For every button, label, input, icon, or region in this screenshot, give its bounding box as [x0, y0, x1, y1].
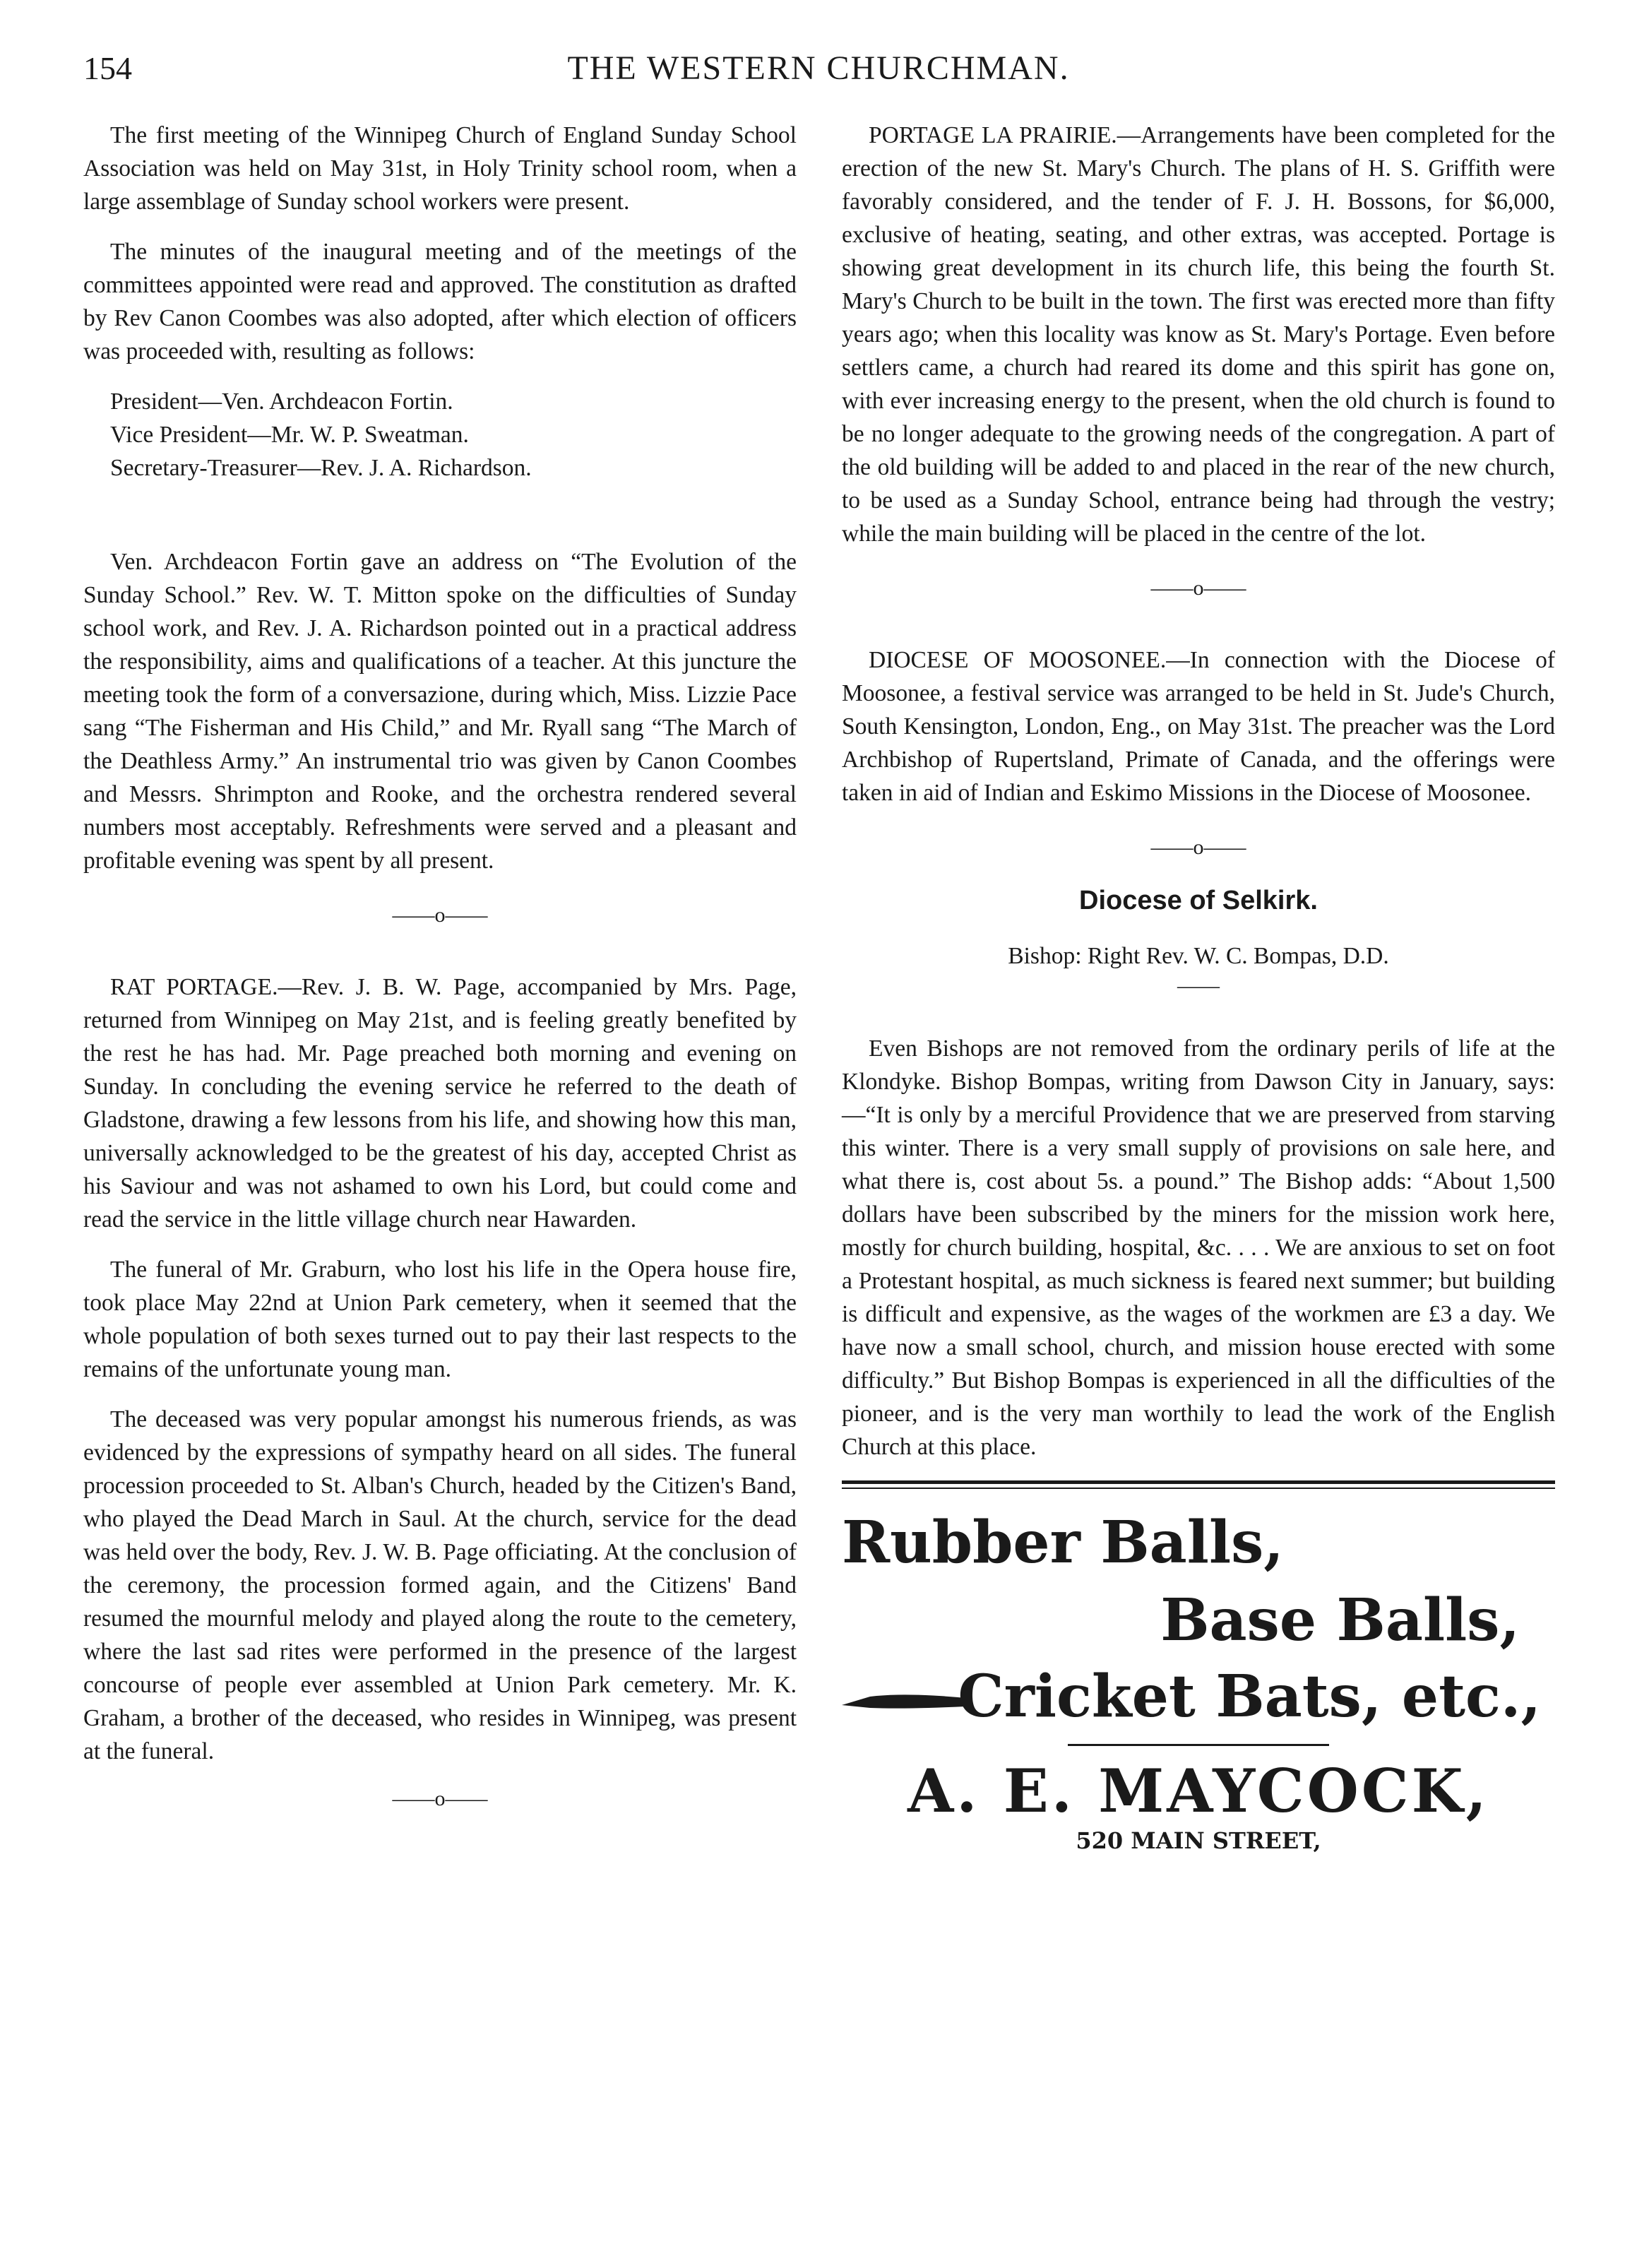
officers-list	[83, 385, 797, 485]
officer-vice-president: Vice President—Mr. W. P. Sweatman.	[110, 422, 469, 448]
page-header	[83, 44, 1554, 93]
funeral-paragraph-1: The funeral of Mr. Graburn, who lost his life in the Opera house fire, took place May 22nd at Union Park cemetery, when it seemed that the whole population of both sexes turned out to pay their last respects to the remains of the unfortunate young man.	[83, 1257, 797, 1382]
double-rule-divider	[842, 1480, 1555, 1489]
ad-rule	[1068, 1744, 1329, 1746]
separator: ——o——	[1150, 576, 1246, 600]
advertisement	[842, 1507, 1555, 1875]
page-number: 154	[83, 50, 132, 86]
ad-line-cricket-bats: Cricket Bats, etc.,	[958, 1663, 1541, 1730]
rat-portage-paragraph: RAT PORTAGE.—Rev. J. B. W. Page, accompanied by Mrs. Page, returned from Winnipeg on May 21st, and is feeling greatly benefited by the rest he has had. Mr. Page preached both morning and evening on Sunday. In concluding the evening service he referred to the death of Gladstone, drawing a few lessons from his life, and showing how this man, universally acknowledged to be the greatest of his day, accepted Christ as his Saviour and was not ashamed to own his Lord, but could come and read the service in the little village church near Hawarden.	[83, 974, 797, 1233]
short-rule: ——	[1177, 974, 1220, 997]
advertiser-address: 520 MAIN STREET,	[1076, 1827, 1321, 1854]
officer-secretary-treasurer: Secretary-Treasurer—Rev. J. A. Richardson.	[110, 455, 532, 481]
left-column	[83, 119, 797, 1854]
section-heading: Diocese of Selkirk.	[1079, 886, 1318, 915]
journal-title: THE WESTERN CHURCHMAN.	[567, 49, 1070, 87]
moosonee-paragraph: DIOCESE OF MOOSONEE.—In connection with the Diocese of Moosonee, a festival service was arranged to be held in St. Jude's Church, South Kensington, London, Eng., on May 31st. The preacher was the Lord Archbishop of Rupertsland, Primate of Canada, and the offerings were taken in aid of Indian and Eskimo Missions in the Diocese of Moosonee.	[842, 647, 1555, 806]
ad-line-base-balls: Base Balls,	[1160, 1586, 1520, 1654]
advertiser-name: A. E. MAYCOCK,	[907, 1756, 1489, 1826]
officer-president: President—Ven. Archdeacon Fortin.	[110, 388, 453, 415]
sunday-school-paragraph-2: The minutes of the inaugural meeting and of the meetings of the committees appointed were read and approved. The constitution as drafted by Rev Canon Coombes was also adopted, after which election of officers was proceeded with, resulting as follows:	[83, 239, 797, 364]
ad-line-rubber-balls: Rubber Balls,	[842, 1509, 1284, 1577]
separator: ——o——	[1150, 836, 1246, 859]
sunday-school-paragraph-3: Ven. Archdeacon Fortin gave an address on “The Evolution of the Sunday School.” Rev. W. T. Mitton spoke on the difficulties of Sunday school work, and Rev. J. A. Richardson pointed out in a practical address the responsibility, aims and qualifications of a teacher. At this juncture the meeting took the form of a conversazione, during which, Miss. Lizzie Pace sang “The Fisherman and His Child,” and Mr. Ryall sang “The March of the Deathless Army.” An instrumental trio was given by Canon Coombes and Messrs. Shrimpton and Rooke, and the orchestra rendered several numbers most acceptably. Refreshments were served and a pleasant and profitable evening was spent by all present.	[83, 549, 797, 874]
portage-la-prairie-paragraph: PORTAGE LA PRAIRIE.—Arrangements have been completed for the erection of the new St. Mary's Church. The plans of H. S. Griffith were favorably considered, and the tender of F. J. H. Bossons, for $6,000, exclusive of heating, seating, and other extras, was accepted. Portage is showing great development in its church life, this being the fourth St. Mary's Church to be built in the town. The first was erected more than fifty years ago; when this locality was know as St. Mary's Portage. Even before settlers came, a church had reared its dome and this spirit has gone on, with ever increasing energy to the present, when the old church is found to be no longer adequate to the growing needs of the congregation. A part of the old building will be added to and placed in the rear of the new church, to be used as a Sunday School, entrance being had through the vestry; while the main building will be placed in the centre of the lot.	[842, 122, 1555, 547]
right-column	[842, 119, 1555, 1875]
bishop-line: Bishop: Right Rev. W. C. Bompas, D.D.	[1008, 943, 1389, 969]
sunday-school-paragraph-1: The first meeting of the Winnipeg Church of England Sunday School Association was held on May 31st, in Holy Trinity school room, when a large assemblage of Sunday school workers were present.	[83, 122, 797, 215]
separator: ——o——	[392, 903, 488, 927]
selkirk-paragraph: Even Bishops are not removed from the ordinary perils of life at the Klondyke. Bishop Bompas, writing from Dawson City in January, says:—“It is only by a merciful Providence that we are preserved from starving this winter. There is a very small supply of provisions on sale here, and what there is, cost about 5s. a pound.” The Bishop adds: “About 1,500 dollars have been subscribed by the miners for the mission work here, mostly for church building, hospital, &c. . . . We are anxious to set on foot a Protestant hospital, as much sickness is feared next summer; but building is difficult and expensive, as the wages of the workmen are £3 a day. We have now a small school, church, and mission house erected with some difficulty.” But Bishop Bompas is experienced in all the difficulties of the pioneer, and is the very man worthily to lead the work of the English Church at this place.	[842, 1035, 1555, 1460]
funeral-paragraph-2: The deceased was very popular amongst his numerous friends, as was evidenced by the expressions of sympathy heard on all sides. The funeral procession proceeded to St. Alban's Church, headed by the Citizen's Band, who played the Dead March in Saul. At the church, service for the dead was held over the body, Rev. J. W. B. Page officiating. At the conclusion of the ceremony, the procession formed again, and the Citizens' Band resumed the mournful melody and played along the route to the cemetery, where the last sad rites were performed in the presence of the largest concourse of people ever assembled at Union Park cemetery. Mr. K. Graham, a brother of the deceased, who resides in Winnipeg, was present at the funeral.	[83, 1406, 797, 1764]
pointing-hand-icon	[842, 1691, 965, 1711]
separator: ——o——	[392, 1787, 488, 1810]
